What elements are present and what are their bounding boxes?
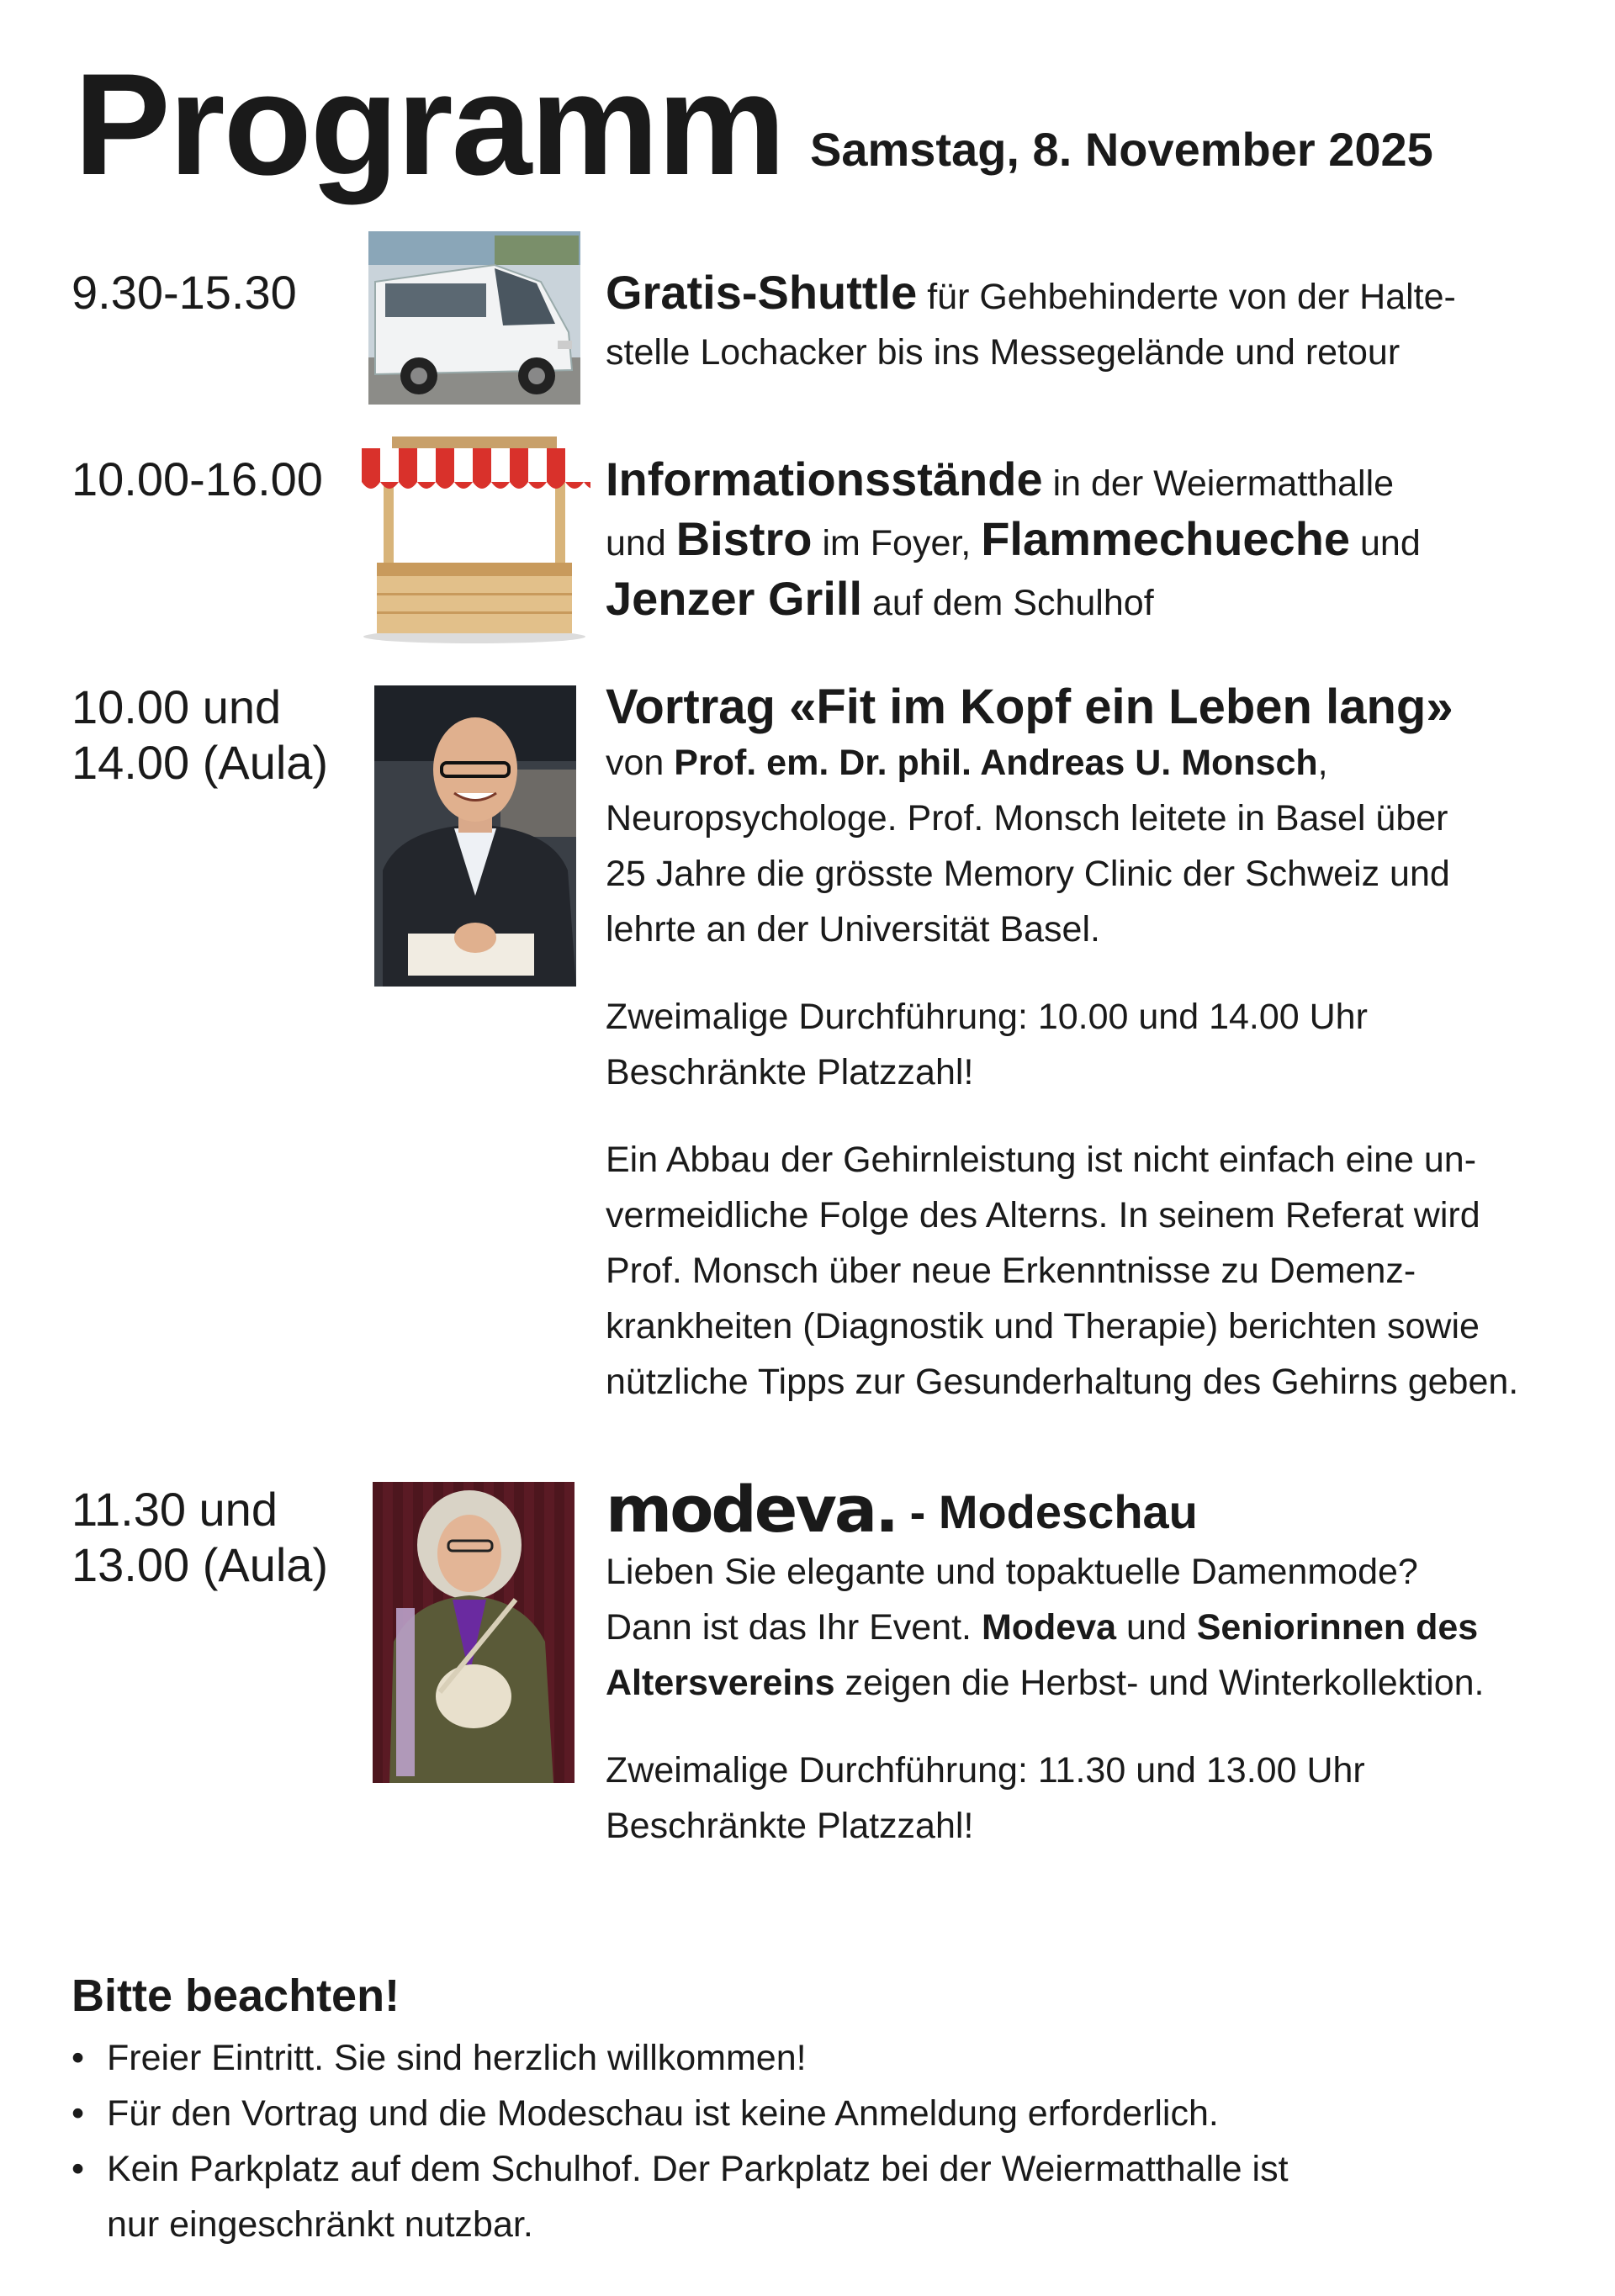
- event-info-text: [606, 452, 1573, 631]
- event-text: und: [1350, 523, 1421, 563]
- speaker-portrait-icon: [374, 685, 576, 987]
- event-highlight: Seniorinnen des: [1196, 1607, 1479, 1648]
- modeva-logo: modeva.: [606, 1472, 898, 1547]
- note-text: Kein Parkplatz auf dem Schulhof. Der Parkplatz bei der Weiermatthalle ist: [107, 2149, 1289, 2189]
- market-stall-icon: [358, 436, 590, 647]
- event-text: zeigen die Herbst- und Winterkollektion.: [834, 1663, 1485, 1703]
- event-text: im Foyer,: [812, 523, 982, 563]
- event-text: für Gehbehinderte von der Halte-: [917, 277, 1456, 317]
- event-highlight: Flammechueche: [981, 512, 1351, 565]
- event-title: Vortrag «Fit im Kopf ein Leben lang»: [606, 680, 1454, 734]
- event-text: ,: [1317, 743, 1328, 783]
- event-time: [71, 680, 328, 791]
- event-line: Ein Abbau der Gehirnleistung ist nicht einfach eine un-: [606, 1140, 1477, 1180]
- event-highlight: Altersvereins: [606, 1663, 835, 1703]
- event-line: krankheiten (Diagnostik und Therapie) berichten sowie: [606, 1306, 1480, 1346]
- event-time: 9.30-15.30: [71, 266, 297, 319]
- event-lecture: [0, 680, 1615, 1436]
- event-text: auf dem Schulhof: [862, 583, 1154, 623]
- event-time-line: 11.30 und: [71, 1483, 278, 1536]
- list-item: [71, 2030, 1552, 2086]
- event-highlight: Jenzer Grill: [606, 572, 863, 625]
- event-highlight: Bistro: [675, 512, 813, 565]
- event-text: Dann ist das Ihr Event.: [606, 1607, 982, 1648]
- event-title: Gratis-Shuttle: [606, 266, 918, 319]
- event-line: Lieben Sie elegante und topaktuelle Damenmode?: [606, 1552, 1418, 1592]
- bullet-icon: •: [71, 2038, 85, 2078]
- event-line: [606, 511, 1573, 571]
- note-text: Freier Eintritt. Sie sind herzlich willkommen!: [107, 2038, 807, 2078]
- event-fashion-show: [0, 1472, 1615, 1877]
- event-time-line: 13.00 (Aula): [71, 1538, 329, 1591]
- event-line: [606, 571, 1573, 631]
- event-time-line: 10.00 und: [71, 680, 282, 733]
- event-line: stelle Lochacker bis ins Messegelände und retour: [606, 332, 1401, 373]
- event-text: und: [606, 523, 676, 563]
- notes-heading: Bitte beachten!: [71, 1971, 400, 2021]
- event-text: in der Weiermatthalle: [1042, 463, 1395, 504]
- event-title: Informationsstände: [606, 452, 1043, 505]
- shuttle-bus-icon: [368, 231, 580, 405]
- event-text: von: [606, 743, 675, 783]
- event-time-line: 14.00 (Aula): [71, 736, 329, 789]
- event-shuttle-text: [606, 265, 1573, 380]
- notes-list: [71, 2030, 1552, 2252]
- event-line: [606, 265, 1573, 325]
- event-title: [606, 1472, 1573, 1547]
- event-shuttle: [0, 231, 1615, 408]
- page-header: [74, 44, 1554, 205]
- event-line: [606, 735, 1573, 791]
- event-title-suffix: - Modeschau: [897, 1485, 1198, 1538]
- model-portrait-icon: [373, 1482, 575, 1783]
- notes-section: [71, 1968, 1552, 2252]
- event-time: [71, 1482, 328, 1593]
- note-text: nur eingeschränkt nutzbar.: [107, 2204, 533, 2245]
- event-line: 25 Jahre die grösste Memory Clinic der Schweiz und: [606, 854, 1450, 894]
- event-highlight: Modeva: [981, 1607, 1117, 1648]
- event-line: vermeidliche Folge des Alterns. In seinem Referat wird: [606, 1195, 1480, 1235]
- note-text: Für den Vortrag und die Modeschau ist keine Anmeldung erforderlich.: [107, 2093, 1219, 2134]
- bullet-icon: •: [71, 2093, 85, 2134]
- event-time: 10.00-16.00: [71, 452, 323, 505]
- event-line: Prof. Monsch über neue Erkenntnisse zu Demenz-: [606, 1251, 1416, 1291]
- event-fashion-text: [606, 1472, 1573, 1854]
- event-line: Beschränkte Platzzahl!: [606, 1806, 974, 1846]
- event-text: und: [1116, 1607, 1197, 1648]
- page-title: Programm: [74, 44, 785, 205]
- event-line: Beschränkte Platzzahl!: [606, 1052, 974, 1092]
- event-line: Zweimalige Durchführung: 11.30 und 13.00 Uhr: [606, 1750, 1365, 1791]
- speaker-name: Prof. em. Dr. phil. Andreas U. Monsch: [674, 743, 1318, 783]
- event-line: Neuropsychologe. Prof. Monsch leitete in Basel über: [606, 798, 1448, 839]
- event-info-stands: [0, 433, 1615, 643]
- event-lecture-text: [606, 680, 1573, 1410]
- event-line: Zweimalige Durchführung: 10.00 und 14.00 Uhr: [606, 997, 1368, 1037]
- bullet-icon: •: [71, 2149, 85, 2189]
- event-line: [606, 1600, 1573, 1655]
- list-item: [71, 2086, 1552, 2141]
- event-date: Samstag, 8. November 2025: [810, 123, 1433, 176]
- event-line: nützliche Tipps zur Gesunderhaltung des Gehirns geben.: [606, 1362, 1519, 1402]
- list-item: [71, 2141, 1552, 2252]
- event-line: [606, 452, 1573, 511]
- event-line: [606, 1655, 1573, 1711]
- event-line: lehrte an der Universität Basel.: [606, 909, 1100, 950]
